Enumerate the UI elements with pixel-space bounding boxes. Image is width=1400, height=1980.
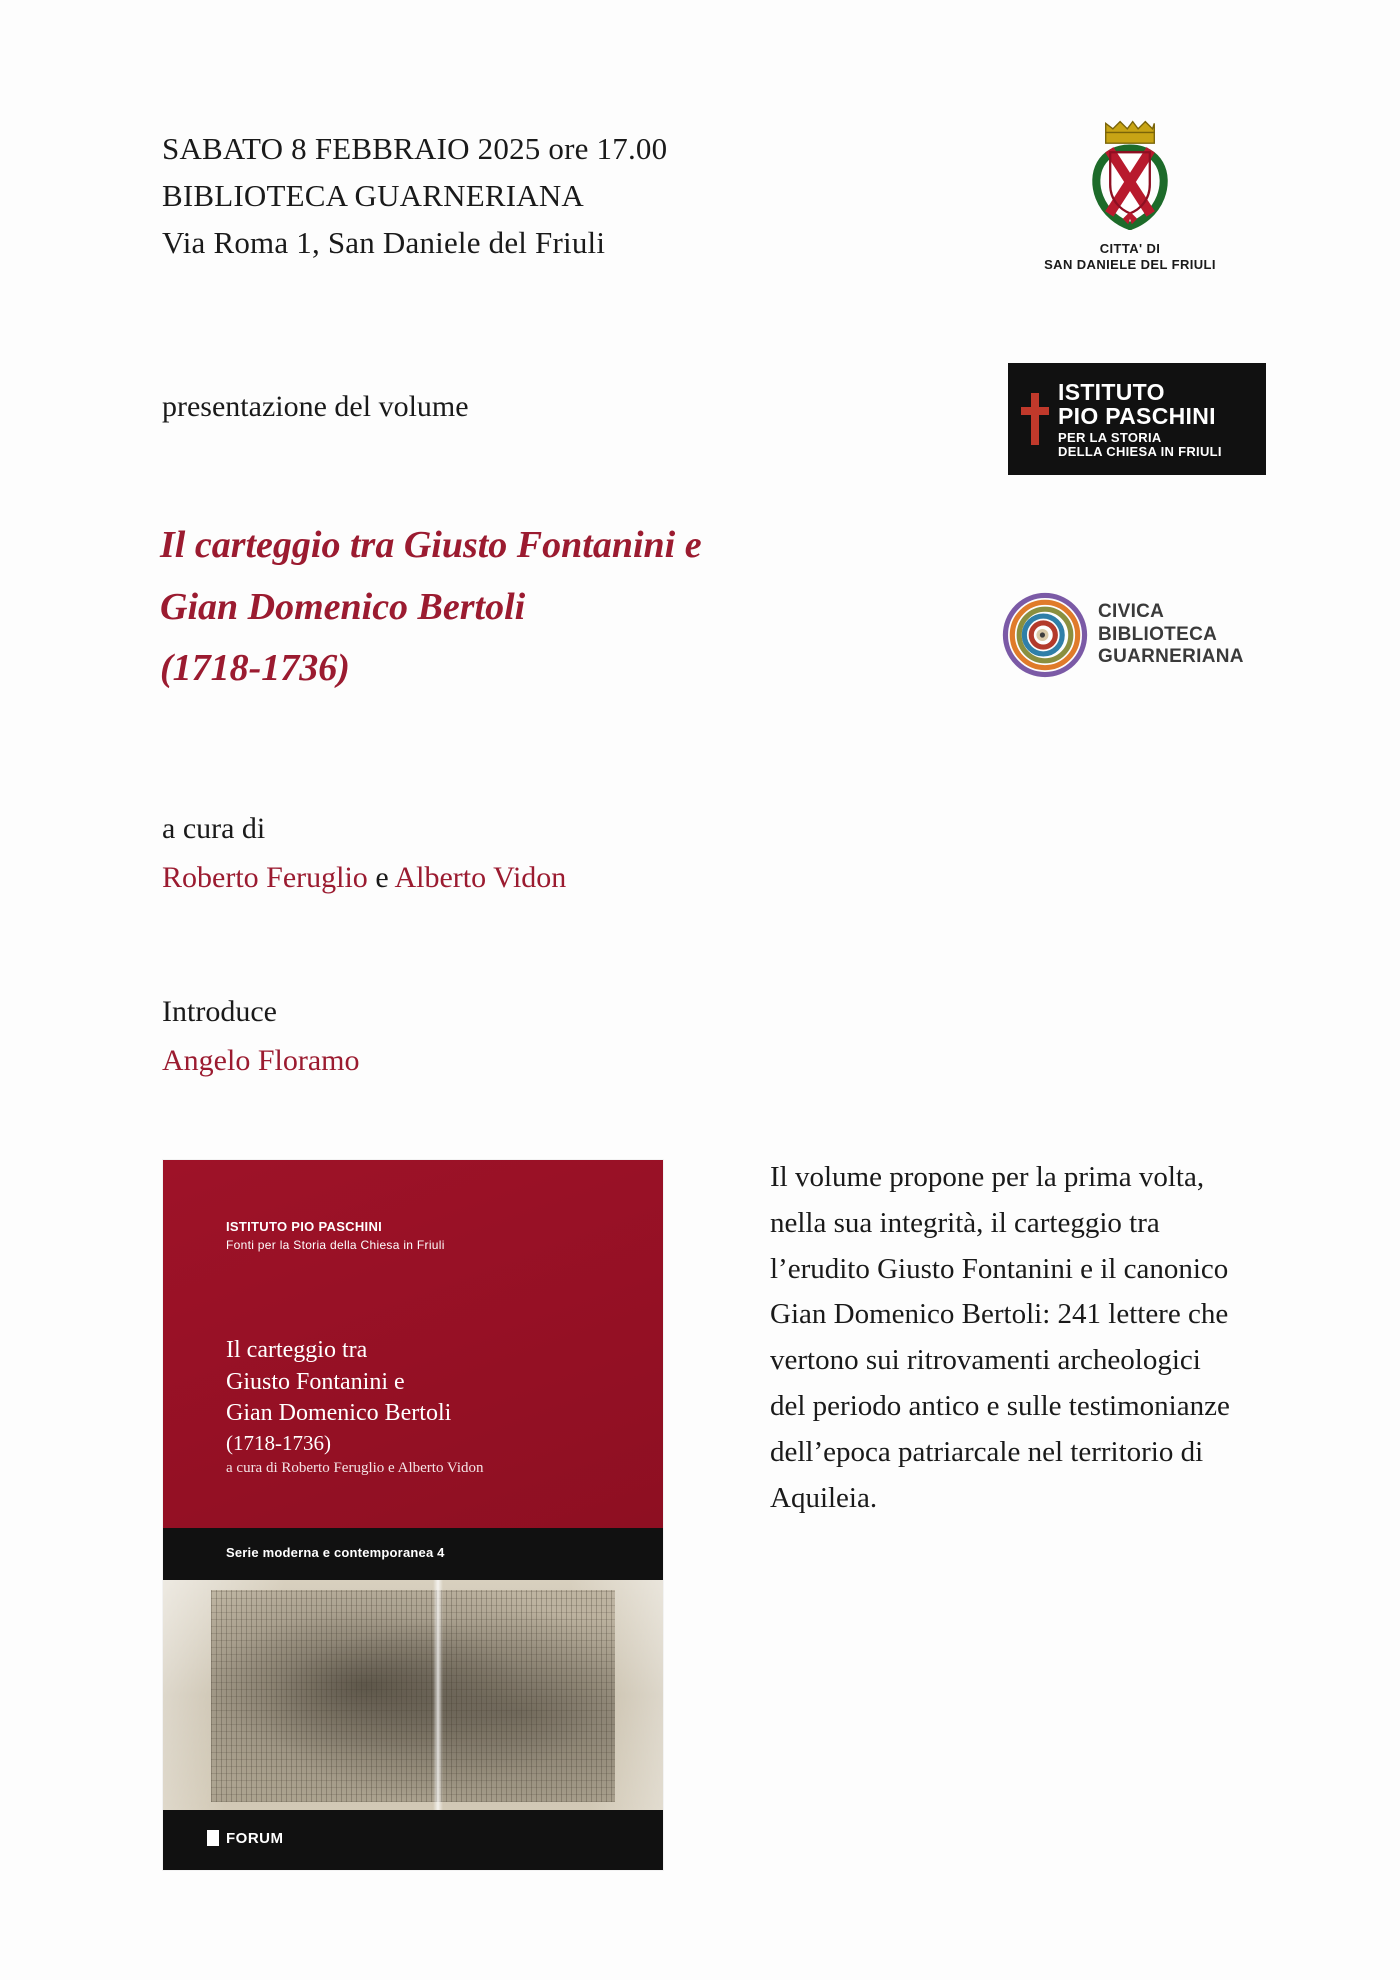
cover-publisher-label: FORUM: [226, 1830, 284, 1847]
curator-one: Roberto Feruglio: [162, 860, 368, 894]
curator-two: Alberto Vidon: [394, 860, 567, 894]
istituto-text: [1058, 380, 1222, 459]
cover-title-line-2: Giusto Fontanini e: [226, 1368, 405, 1395]
book-title-line-2: Gian Domenico Bertoli: [160, 585, 526, 628]
cover-engraving: [163, 1580, 663, 1810]
cover-imprint: [226, 1218, 445, 1254]
cover-top-panel: [163, 1160, 663, 1528]
civica-line-1: CIVICA: [1098, 601, 1165, 623]
introducer-name: Angelo Floramo: [162, 1043, 360, 1077]
book-description: Il volume propone per la prima volta, nella sua integrità, il carteggio tra l’erudito Giusto Fontanini e il canonico Gian Domenico Bertoli: 241 lettere che vertono sui ritrovamenti archeologici del periodo antico e sulle testimonianze dell’epoca patriarcale nel territorio di Aquileia.: [770, 1161, 1230, 1514]
istituto-pio-paschini-logo: [1008, 363, 1266, 475]
presentation-label: presentazione del volume: [162, 390, 469, 423]
introduces-label: Introduce: [162, 995, 277, 1028]
cover-publisher-band: [163, 1810, 663, 1870]
event-header: [162, 125, 882, 266]
civica-text: [1098, 601, 1244, 668]
cover-title-line-1: Il carteggio tra: [226, 1337, 368, 1363]
biblioteca-guarneriana-logo: [1002, 592, 1282, 678]
cover-engraving-fold: [433, 1580, 443, 1810]
event-address: Via Roma 1, San Daniele del Friuli: [162, 225, 606, 261]
cover-series-band: [163, 1528, 663, 1580]
istituto-line-3: PER LA STORIA: [1058, 430, 1162, 445]
book-title-years: (1718-1736): [160, 647, 350, 690]
curators-names: [162, 854, 922, 903]
introducer-block: [162, 988, 922, 1085]
cover-imprint-name: ISTITUTO PIO PASCHINI: [226, 1219, 383, 1234]
cover-title-line-3: Gian Domenico Bertoli: [226, 1400, 452, 1427]
comune-caption-line-1: CITTA' DI: [1099, 241, 1161, 256]
cover-imprint-series: Fonti per la Storia della Chiesa in Friuli: [226, 1237, 445, 1252]
civica-line-3: GUARNERIANA: [1098, 646, 1244, 668]
istituto-line-4: DELLA CHIESA IN FRIULI: [1058, 443, 1222, 459]
cover-series-label: Serie moderna e contemporanea 4: [226, 1545, 445, 1560]
cover-curators: a cura di Roberto Feruglio e Alberto Vidon: [226, 1460, 484, 1476]
book-cover-image: [163, 1160, 663, 1870]
cover-engraving-art: [211, 1590, 615, 1802]
curators-conjunction: e: [367, 860, 395, 894]
cover-title-years: (1718-1736): [226, 1431, 331, 1456]
curators-label: a cura di: [162, 812, 266, 845]
event-venue: BIBLIOTECA GUARNERIANA: [162, 178, 585, 214]
book-title: [160, 515, 920, 700]
comune-caption: [1040, 241, 1220, 274]
coat-of-arms-icon: [1076, 118, 1184, 235]
forum-mark-icon: [207, 1830, 219, 1846]
cross-icon: [1018, 389, 1052, 449]
book-title-line-1: Il carteggio tra Giusto Fontanini e: [160, 524, 702, 566]
event-datetime: SABATO 8 FEBBRAIO 2025 ore 17.00: [162, 131, 668, 166]
curators-block: [162, 805, 922, 902]
civica-line-2: BIBLIOTECA: [1098, 623, 1218, 645]
cover-title: [226, 1335, 451, 1458]
comune-logo: [1040, 118, 1220, 274]
istituto-line-1: ISTITUTO: [1058, 378, 1165, 405]
comune-caption-line-2: SAN DANIELE DEL FRIULI: [1044, 257, 1216, 273]
concentric-circles-icon: [1002, 592, 1088, 678]
istituto-line-2: PIO PASCHINI: [1058, 402, 1216, 429]
